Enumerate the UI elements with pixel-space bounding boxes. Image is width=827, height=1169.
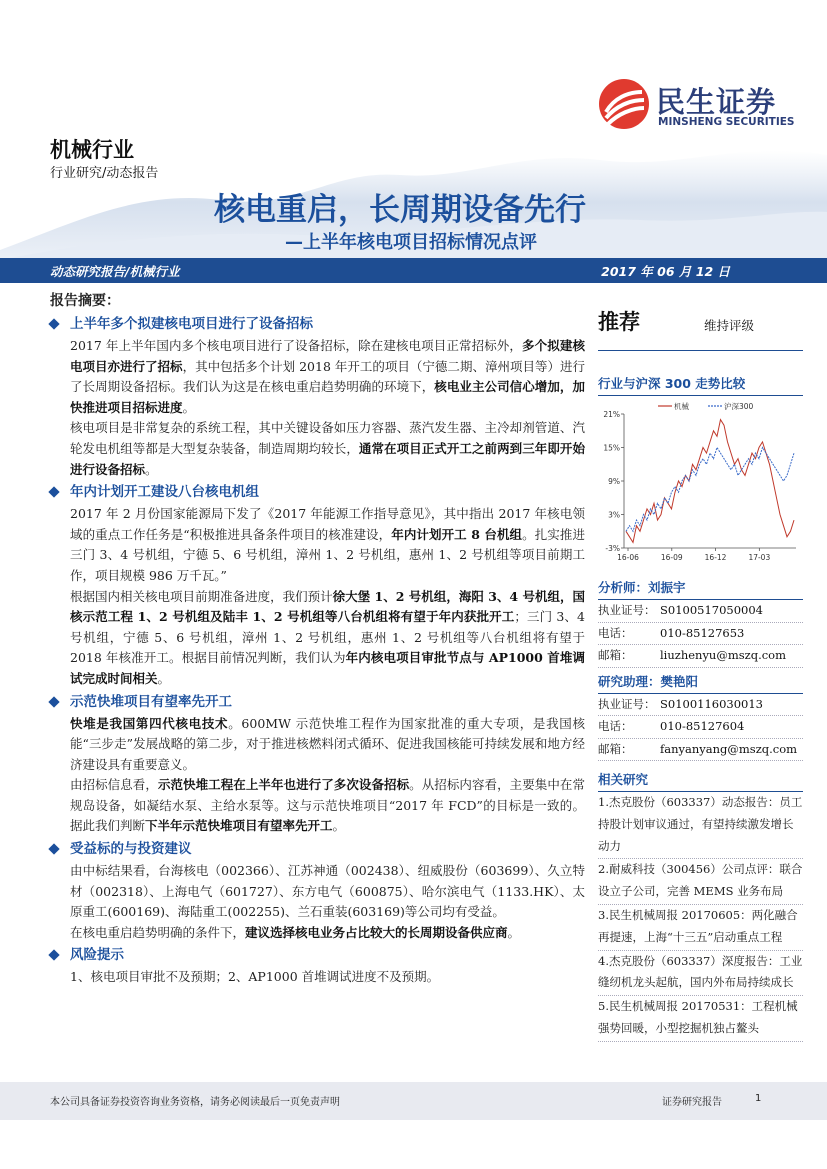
bullet-diamond-icon (48, 486, 59, 497)
analyst-info (598, 600, 803, 668)
report-category: 动态研究报告/机械行业 (50, 264, 180, 279)
text-run: 核电项目是非常复杂的系统工程，其中关键设备如压力容器、蒸汽发生器、主冷却剂管道、汽轮发电机组等都是大型复杂装备，制造周期均较长， (70, 420, 585, 456)
trend-chart (598, 398, 803, 573)
related-report-item[interactable]: 5.民生机械周报 20170531：工程机械强势回暖，小型挖掘机独占鳌头 (598, 996, 803, 1042)
bold-text: 快堆是我国第四代核电技术 (70, 715, 229, 731)
page-title: 核电重启，长周期设备先行 (214, 192, 586, 228)
text-run: 2017 年上半年国内多个核电项目进行了设备招标，除在建核电项目正常招标外， (70, 338, 523, 353)
analyst-heading: 分析师：刘振宇 (598, 577, 803, 600)
section-paragraph (70, 967, 585, 988)
text-run: 由招标信息看， (70, 777, 158, 793)
bullet-diamond-icon (48, 318, 59, 329)
report-info-bar (0, 258, 827, 283)
section-paragraph (70, 336, 585, 418)
y-tick-label: -3% (605, 544, 620, 553)
related-research-list (598, 792, 803, 1042)
bold-text: 建议选择核电业务占比较大的长周期设备供应商 (245, 924, 508, 940)
info-value: 010-85127653 (660, 625, 745, 640)
bold-text: 下半年示范快堆项目有望率先开工 (145, 818, 333, 834)
section-paragraph (70, 714, 585, 776)
section-paragraph (70, 861, 585, 923)
bullet-diamond-icon (48, 950, 59, 961)
x-tick-label: 17-03 (748, 553, 771, 562)
bullet-diamond-icon (48, 696, 59, 707)
text-run: 。 (157, 670, 171, 686)
text-run: 。扎实推进三门 3、4 号机组，宁德 5、6 号机组，漳州 1、2 号机组，惠州 1、2 号机组等项目前期工作，项目规模 986 万千瓦。” (70, 526, 585, 583)
section-heading-text: 上半年多个拟建核电项目进行了设备招标 (70, 316, 313, 332)
section-heading (50, 480, 585, 504)
report-type: 行业研究/动态报告 (50, 166, 159, 181)
text-run: ；三门 3、4 号机组，宁德 5、6 号机组，漳州 1、2 号机组，惠州 1、2 号机组等八台机组将有望于 2018 年核准开工。根据目前情况判断，我们认为 (70, 609, 585, 666)
page-footer (0, 1082, 827, 1120)
page-number: 1 (755, 1093, 762, 1104)
info-value: S0100517050004 (660, 603, 763, 617)
bold-text: 徐大堡 1、2 号机组，海阳 3、4 号机组，国核示范工程 1、2 号机组及陆丰 1、2 号机组等八台机组将有望于年内获批开工 (70, 588, 585, 625)
y-tick-label: 21% (603, 410, 620, 419)
y-tick-label: 9% (608, 477, 620, 486)
report-date: 2017 年 06 月 12 日 (601, 264, 730, 279)
abstract-body (50, 312, 585, 988)
info-value[interactable]: liuzhenyu@mszq.com (660, 648, 786, 662)
section-heading (50, 837, 585, 861)
page-subtitle: —上半年核电项目招标情况点评 (285, 232, 537, 253)
text-run: 。 (145, 461, 158, 477)
text-run: 。 (332, 818, 346, 834)
section-heading (50, 943, 585, 967)
section-heading-text: 年内计划开工建设八台核电机组 (70, 484, 259, 501)
info-value[interactable]: fanyanyang@mszq.com (660, 741, 798, 756)
related-report-item[interactable]: 2.耐威科技（300456）公司点评：联合设立子公司，完善 MEMS 业务布局 (598, 859, 803, 905)
bold-text: 年内计划开工 8 台机组 (391, 526, 523, 542)
bold-text: 通常在项目正式开工之前两到三年即开始进行设备招标 (70, 440, 585, 477)
text-run: 。600MW 示范快堆工程作为国家批准的重大专项，是我国核能“三步走”发展战略的第二步，对于推进核燃料闭式循环、促进我国核能可持续发展和地方经济建设具有重要意义。 (70, 715, 585, 772)
section-heading-text: 风险提示 (70, 947, 124, 964)
x-tick-label: 16-09 (660, 553, 683, 562)
text-run: 1、核电项目审批不及预期；2、AP1000 首堆调试进度不及预期。 (70, 969, 440, 985)
rating-box (598, 290, 803, 351)
section-heading (50, 312, 585, 336)
info-row (598, 600, 803, 623)
legend-label: 机械 (674, 402, 689, 411)
assistant-heading: 研究助理：樊艳阳 (598, 671, 803, 694)
info-row (598, 623, 803, 646)
bold-text: 核电业主公司信心增加，加快推进项目招标进度 (70, 379, 585, 415)
series-line-机械 (626, 420, 794, 543)
info-key: 执业证号： (598, 603, 656, 617)
bold-text: 多个拟建核电项目亦进行了招标 (70, 338, 585, 374)
rating-status: 维持评级 (704, 318, 755, 333)
text-run: ，其中包括多个计划 2018 年开工的项目（宁德二期、漳州项目等）进行了长周期设备招标。我们认为这是在核电重启趋势明确的环境下， (70, 358, 585, 395)
section-paragraph (70, 418, 585, 480)
recommendation: 推荐 (598, 310, 640, 334)
bullet-diamond-icon (48, 843, 59, 854)
related-report-item[interactable]: 3.民生机械周报 20170605：两化融合再提速，上海“十三五”启动重点工程 (598, 905, 803, 951)
info-value: S0100116030013 (660, 696, 763, 711)
section-paragraph (70, 504, 585, 586)
text-run: 根据国内相关核电项目前期准备进度，我们预计 (70, 588, 333, 604)
section-paragraph (70, 587, 585, 690)
series-line-沪深300 (626, 448, 794, 532)
x-tick-label: 16-12 (704, 553, 727, 562)
bold-text: 示范快堆工程在上半年也进行了多次设备招标 (157, 777, 410, 793)
info-row (598, 645, 803, 668)
info-key: 执业证号： (598, 696, 656, 711)
brand-logo (598, 78, 798, 130)
text-run: 。 (182, 399, 196, 415)
related-report-item[interactable]: 1.杰克股份（603337）动态报告：员工持股计划审议通过，有望持续激发增长动力 (598, 792, 803, 859)
info-key: 邮箱： (598, 741, 633, 756)
section-heading-text: 受益标的与投资建议 (70, 841, 192, 858)
bold-text: 年内核电项目审批节点与 AP1000 首堆调试完成时间相关 (70, 650, 585, 686)
related-heading: 相关研究 (598, 769, 803, 792)
abstract-heading: 报告摘要： (50, 293, 120, 309)
info-row (598, 716, 803, 739)
x-tick-label: 16-06 (617, 553, 639, 562)
info-key: 电话： (598, 625, 633, 640)
brand-name-en: MINSHENG SECURITIES (658, 116, 795, 128)
industry-label: 机械行业 (50, 138, 134, 162)
text-run: 。从招标内容看，主要集中在常规岛设备，如凝结水泵、主给水泵等。这与示范快堆项目“2017 年 FCD”的目标是一致的。据此我们判断 (70, 777, 585, 834)
assistant-info (598, 694, 803, 762)
footer-label: 证券研究报告 (662, 1097, 722, 1108)
section-paragraph (70, 775, 585, 837)
section-paragraph (70, 923, 585, 944)
section-heading-text: 示范快堆项目有望率先开工 (70, 693, 232, 710)
info-key: 电话： (598, 719, 633, 733)
disclaimer-text: 本公司具备证券投资咨询业务资格，请务必阅读最后一页免责声明 (50, 1097, 340, 1108)
info-row (598, 739, 803, 762)
related-report-item[interactable]: 4.杰克股份（603337）深度报告：工业缝纫机龙头起航，国内外布局持续成长 (598, 951, 803, 997)
text-run: 。 (507, 924, 521, 940)
y-tick-label: 15% (603, 443, 620, 453)
brand-name-cn: 民生证券 (656, 85, 777, 119)
chart-heading: 行业与沪深 300 走势比较 (598, 373, 803, 396)
legend-label: 沪深300 (724, 402, 754, 411)
y-tick-label: 3% (608, 510, 620, 520)
info-row (598, 694, 803, 717)
text-run: 2017 年 2 月份国家能源局下发了《2017 年能源工作指导意见》，其中指出 2017 年核电领域的重点工作任务是“积极推进具备条件项目的核准建设， (70, 506, 585, 542)
info-key: 邮箱： (598, 648, 633, 662)
text-run: 在核电重启趋势明确的条件下， (70, 924, 246, 940)
minsheng-logo-icon (598, 78, 650, 130)
text-run: 由中标结果看，台海核电（002366）、江苏神通（002438）、纽威股份（603699）、久立特材（002318）、上海电气（601727）、东方电气（600875）、哈尔滨电气（1133.HK）、太原重工(600169)、海陆重工(002255)、兰石重装(603169)等公司均有受益。 (70, 863, 585, 920)
section-heading (50, 690, 585, 714)
info-value: 010-85127604 (660, 719, 745, 733)
sidebar (598, 290, 803, 1042)
